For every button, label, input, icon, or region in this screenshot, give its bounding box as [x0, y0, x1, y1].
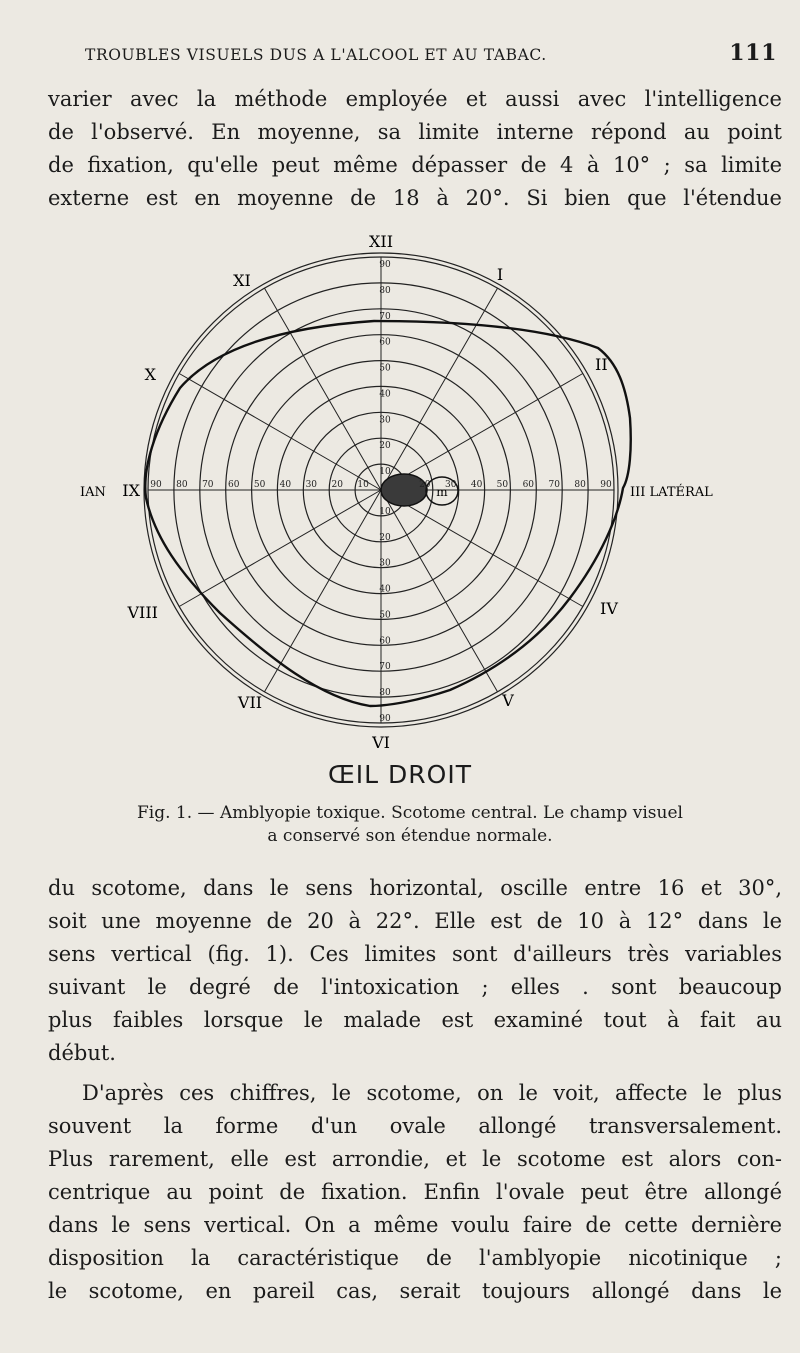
hour-label: X — [144, 365, 156, 384]
text-line: externe est en moyenne de 18 à 20°. Si bien que l'étendue — [48, 186, 782, 210]
text-line: soit une moyenne de 20 à 22°. Elle est de 10 à 12° dans le — [48, 909, 782, 933]
degree-label: 10 — [357, 480, 369, 490]
running-header — [85, 38, 785, 72]
blind-spot-label: m — [436, 485, 448, 499]
text-line: souvent la forme d'un ovale allongé transversalement. — [48, 1114, 782, 1138]
hour-label: IV — [600, 599, 618, 618]
hour-label: XI — [233, 271, 251, 290]
caption-line: a conservé son étendue normale. — [267, 826, 553, 846]
degree-label: 80 — [176, 480, 188, 490]
hour-label: I — [496, 265, 504, 284]
text-line: varier avec la méthode employée et aussi avec l'intelligence — [48, 87, 782, 111]
degree-label: 80 — [379, 688, 391, 699]
degree-label: 40 — [279, 480, 292, 490]
paragraph-2 — [48, 872, 782, 1070]
degree-label: 30 — [379, 415, 391, 426]
text-line: de l'observé. En moyenne, sa limite interne répond au point — [48, 120, 782, 144]
text-line: suivant le degré de l'intoxication ; elles . sont beaucoup — [48, 975, 782, 999]
central-scotome — [381, 474, 427, 506]
degree-label: 20 — [379, 532, 391, 543]
degree-label: 20 — [331, 480, 343, 490]
text-line: D'après ces chiffres, le scotome, on le voit, affecte le plus — [82, 1081, 782, 1105]
side-label: IAN — [80, 485, 106, 500]
text-line: du scotome, dans le sens horizontal, oscille entre 16 et 30°, — [48, 876, 782, 900]
figure-title: ŒIL DROIT — [328, 760, 472, 789]
degree-label: 60 — [227, 480, 240, 490]
text-line: sens vertical (fig. 1). Ces limites sont d'ailleurs très variables — [48, 942, 782, 966]
text-line: le scotome, en pareil cas, serait toujours allongé dans le — [48, 1279, 782, 1303]
degree-label: 40 — [379, 389, 391, 400]
degree-label: 80 — [574, 480, 586, 490]
hour-label: VIII — [127, 603, 158, 622]
paragraph-3 — [48, 1077, 782, 1308]
degree-label: 30 — [444, 480, 457, 490]
hour-label: VII — [237, 693, 263, 712]
degree-label: 60 — [379, 337, 391, 348]
hour-label: VI — [372, 733, 390, 752]
text-line: plus faibles lorsque le malade est examiné tout à fait au — [48, 1008, 782, 1032]
degree-label: 40 — [379, 584, 391, 595]
text-line: début. — [48, 1041, 116, 1065]
degree-label: 90 — [600, 480, 612, 490]
hour-label: III LATÉRAL — [630, 485, 713, 500]
running-title: TROUBLES VISUELS DUS A L'ALCOOL ET AU TABAC. — [85, 46, 547, 64]
degree-label: 40 — [470, 480, 483, 490]
degree-label: 50 — [379, 363, 391, 374]
degree-label: 20 — [419, 480, 431, 490]
caption-line: Fig. 1. — Amblyopie toxique. Scotome central. Le champ visuel — [137, 803, 683, 823]
degree-label: 90 — [379, 260, 391, 270]
paragraph-1 — [48, 83, 782, 215]
hour-label: IX — [122, 481, 140, 500]
text-line: disposition la caractéristique de l'amblyopie nicotinique ; — [48, 1246, 782, 1270]
degree-label: 50 — [379, 610, 391, 621]
degree-label: 30 — [305, 480, 318, 490]
degree-label: 90 — [379, 714, 391, 724]
degree-label: 70 — [202, 480, 214, 490]
visual-field-diagram — [70, 228, 713, 752]
hour-label: XII — [368, 232, 394, 251]
degree-label: 70 — [379, 311, 391, 322]
degree-label: 60 — [522, 480, 535, 490]
degree-label: 80 — [379, 285, 391, 296]
degree-label: 10 — [379, 506, 391, 517]
text-line: Plus rarement, elle est arrondie, et le scotome est alors con- — [48, 1147, 782, 1171]
degree-label: 70 — [379, 662, 391, 673]
hour-label: II — [595, 355, 608, 374]
degree-label: 20 — [379, 441, 391, 452]
degree-label: 90 — [150, 480, 162, 490]
degree-label: 50 — [496, 480, 509, 490]
hour-label: V — [502, 691, 514, 710]
degree-label: 50 — [253, 480, 266, 490]
degree-label: 10 — [379, 467, 391, 478]
degree-label: 70 — [548, 480, 560, 490]
degree-label: 30 — [379, 558, 391, 569]
text-line: dans le sens vertical. On a même voulu faire de cette dernière — [48, 1213, 782, 1237]
text-line: de fixation, qu'elle peut même dépasser de 4 à 10° ; sa limite — [48, 153, 782, 177]
text-line: centrique au point de fixation. Enfin l'ovale peut être allongé — [48, 1180, 782, 1204]
figure-caption — [80, 802, 740, 848]
degree-label: 60 — [379, 636, 391, 647]
page-number: 111 — [729, 40, 777, 66]
